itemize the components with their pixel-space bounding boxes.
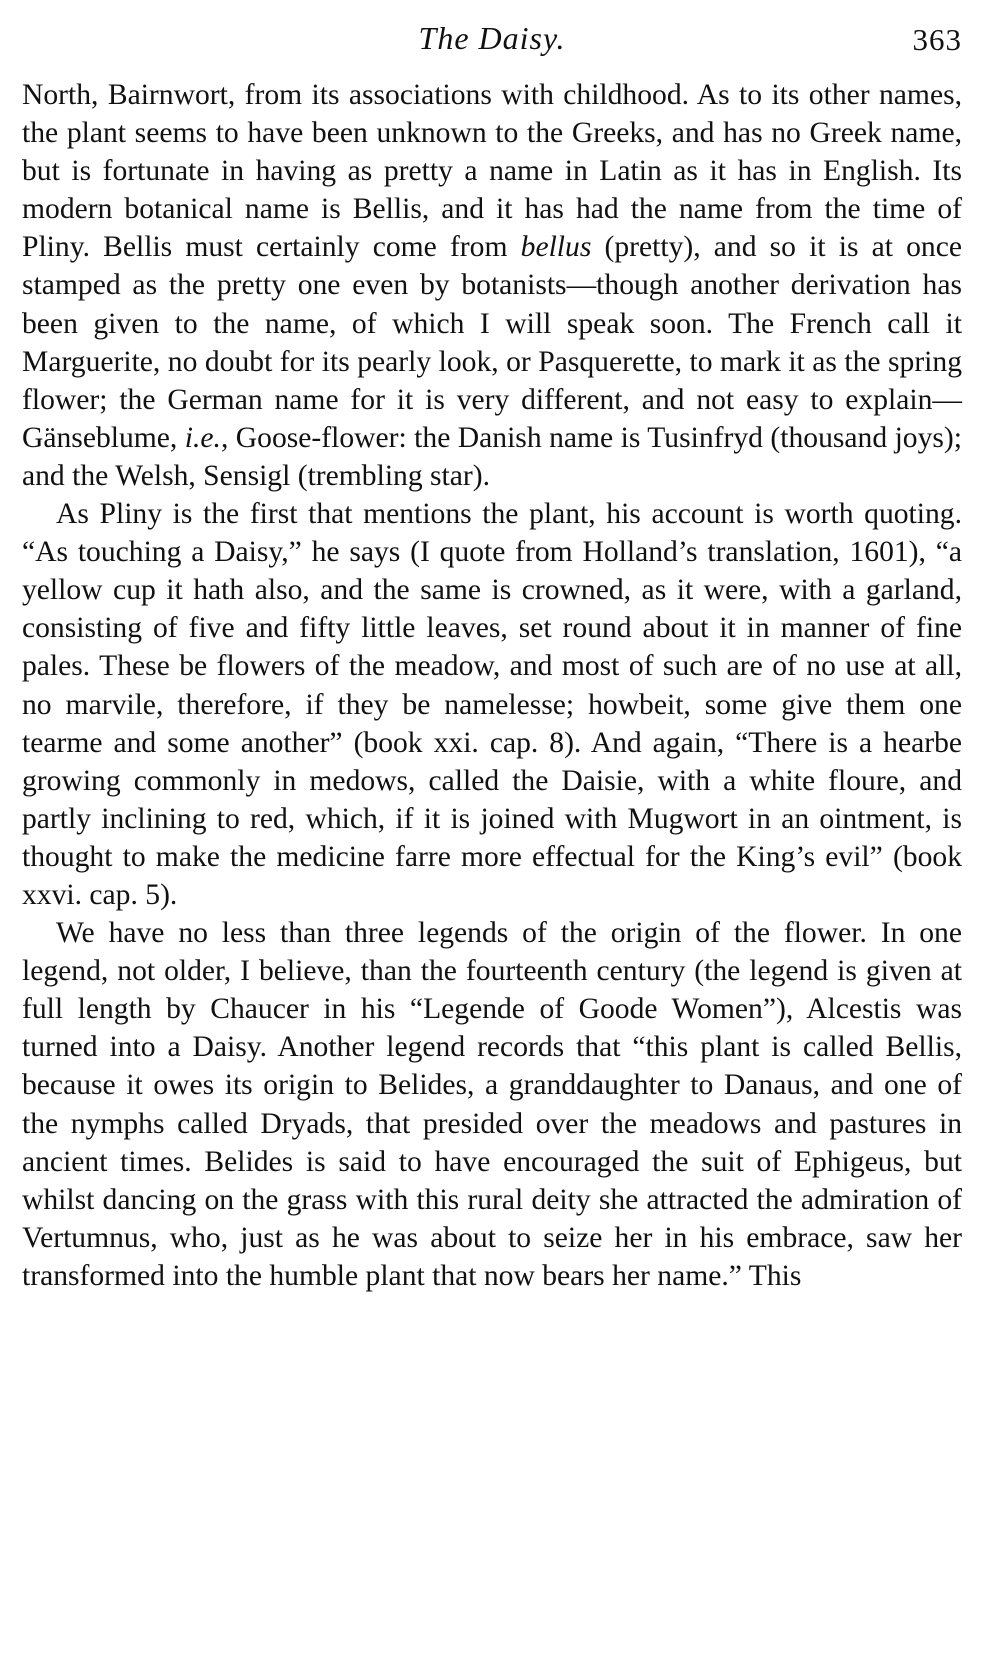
- paragraph-1-part-1: North, Bairnwort, from its associations with childhood. As to its other names, the plant seems to have been unknown to the Greeks, and has no Greek name, but is fortunate in having as pretty a name in Latin as it has in English. Its modern botanical name is Bellis, and it has had the name from the time of Pliny. Bellis must certainly come from: [22, 79, 962, 264]
- page-header: [22, 14, 962, 76]
- paragraph-3: We have no less than three legends of the origin of the flower. In one legend, not older, I believe, than the fourteenth century (the legend is given at full length by Chaucer in his “Legende of Goode Women”), Alcestis was turned into a Daisy. Another legend records that “this plant is called Bellis, because it owes its origin to Belides, a granddaughter to Danaus, and one of the nymphs called Dryads, that presided over the meadows and pastures in ancient times. Belides is said to have encouraged the suit of Ephigeus, but whilst dancing on the grass with this rural deity she attracted the admiration of Vertumnus, who, just as he was about to seize her in his embrace, saw her transformed into the humble plant that now bears her name.” This: [22, 917, 962, 1292]
- paragraph-1: [22, 76, 962, 495]
- paragraph-2: As Pliny is the first that mentions the plant, his account is worth quoting. “As touching a Daisy,” he says (I quote from Holland’s translation, 1601), “a yellow cup it hath also, and the same is crowned, as it were, with a garland, consisting of five and fifty little leaves, set round about it in manner of fine pales. These be flowers of the meadow, and most of such are of no use at all, no marvile, therefore, if they be namelesse; howbeit, some give them one tearme and some another” (book xxi. cap. 8). And again, “There is a hearbe growing commonly in medows, called the Daisie, with a white floure, and partly inclining to red, which, if it is joined with Mugwort in an ointment, is thought to make the medicine farre more effectual for the King’s evil” (book xxvi. cap. 5).: [22, 498, 962, 911]
- paragraph-1-part-3: , Goose-flower: the Danish name is Tusinfryd (thousand joys); and the Welsh, Sensigl (trembling star).: [22, 421, 962, 492]
- running-title: The Daisy.: [418, 20, 566, 56]
- page-number: 363: [912, 22, 962, 57]
- italic-term-ie: i.e.: [184, 421, 221, 454]
- italic-term-bellus: bellus: [520, 231, 592, 264]
- body-text: [22, 76, 962, 1295]
- book-page: [22, 14, 962, 1644]
- paragraph-1-part-2: (pretty), and so it is at once stamped as the pretty one even by botanists—though another derivation has been given to the name, of which I will speak soon. The French call it Marguerite, no doubt for its pearly look, or Pasquerette, to mark it as the spring flower; the German name for it is very different, and not easy to explain—Gänseblume,: [22, 231, 962, 454]
